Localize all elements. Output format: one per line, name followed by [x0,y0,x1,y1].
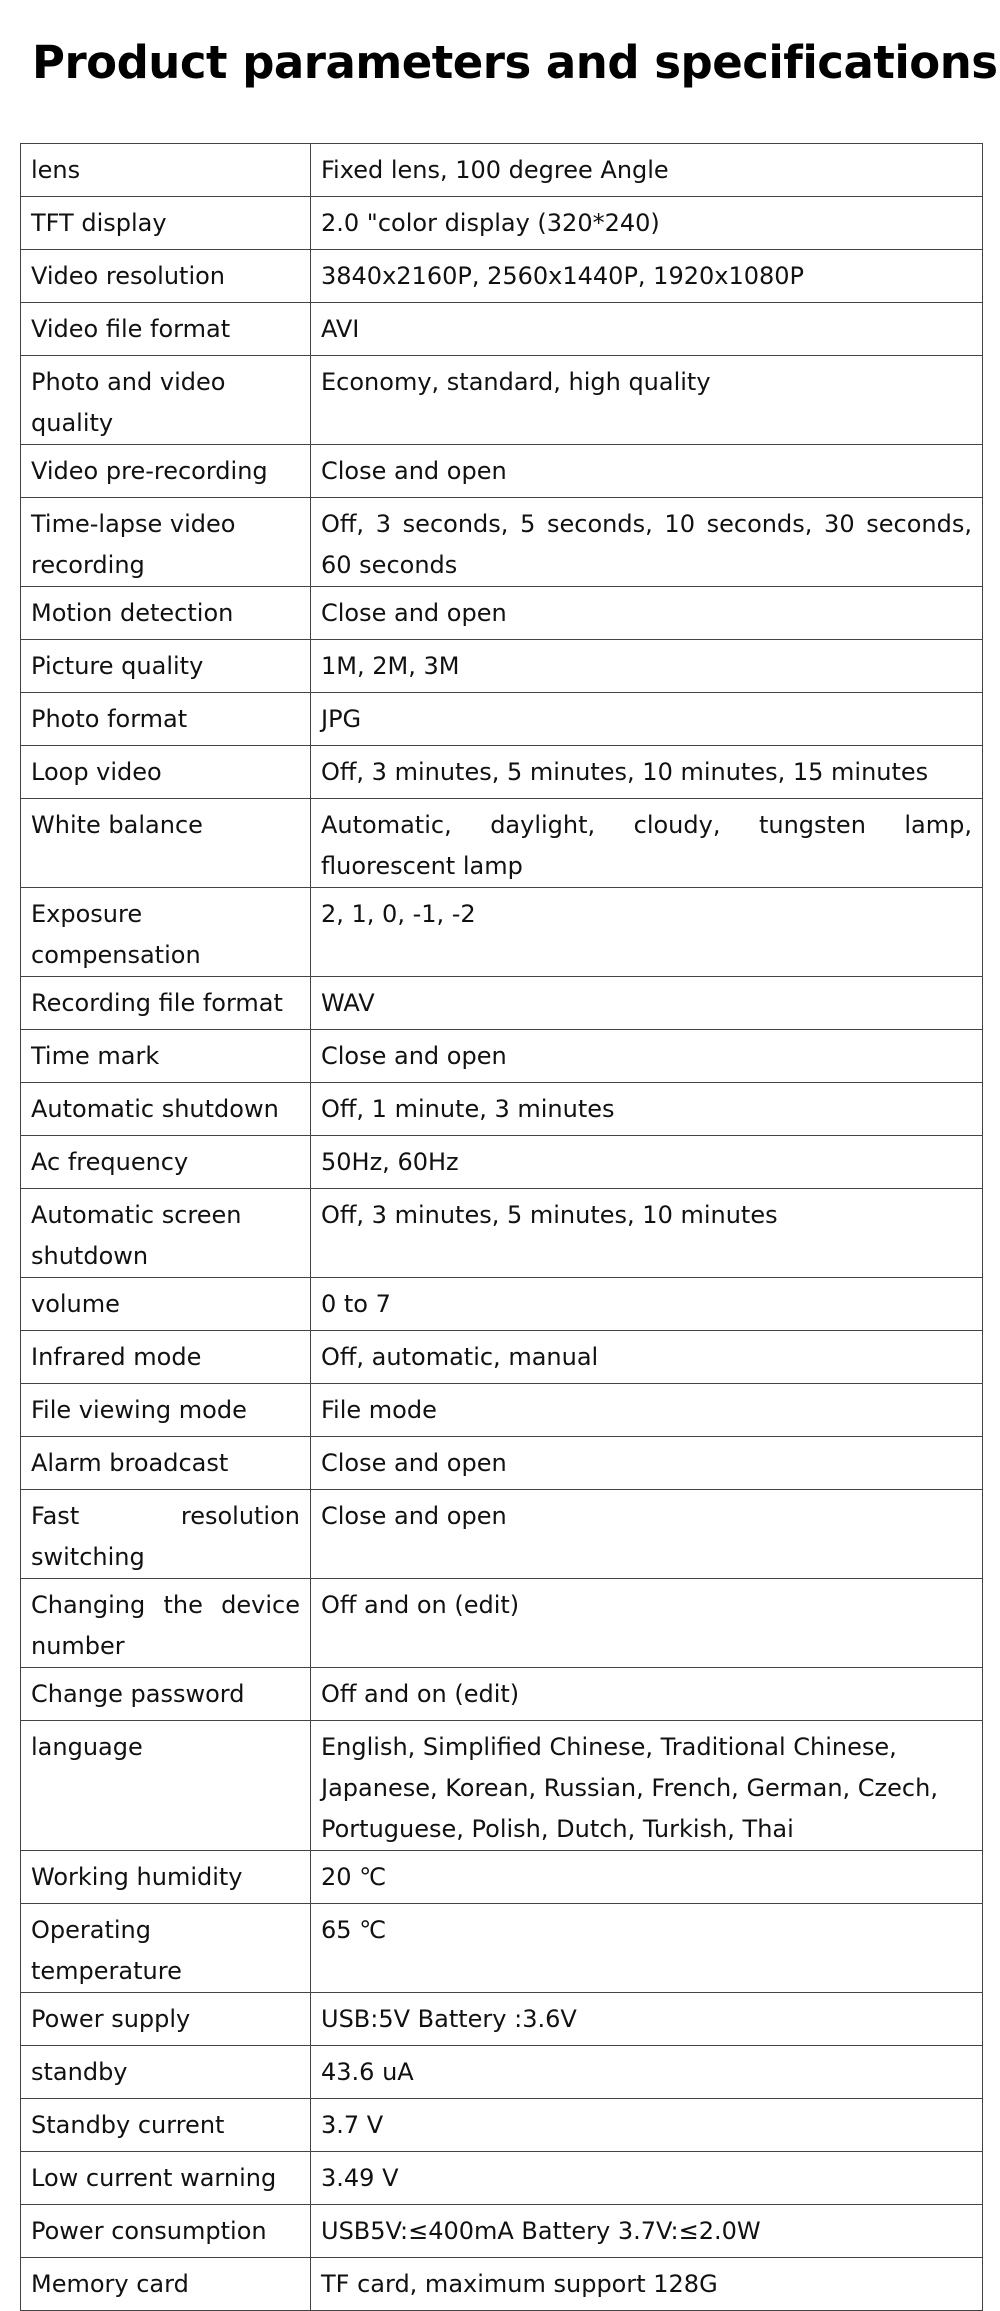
spec-value: Close and open [311,445,983,498]
table-row [21,2046,983,2099]
table-row [21,1993,983,2046]
spec-value: 50Hz, 60Hz [311,1136,983,1189]
table-row [21,1579,983,1668]
spec-label: Fast resolution switching [21,1490,311,1579]
spec-label: Memory card [21,2258,311,2311]
table-row [21,356,983,445]
spec-label: Time-lapse video recording [21,498,311,587]
spec-value: Close and open [311,587,983,640]
spec-value: Economy, standard, high quality [311,356,983,445]
spec-label: Time mark [21,1030,311,1083]
table-row [21,1278,983,1331]
spec-label: lens [21,144,311,197]
spec-value: JPG [311,693,983,746]
table-row [21,1030,983,1083]
spec-label: Loop video [21,746,311,799]
spec-value: 3840x2160P, 2560x1440P, 1920x1080P [311,250,983,303]
table-row [21,1437,983,1490]
table-row [21,888,983,977]
spec-label: TFT display [21,197,311,250]
table-row [21,498,983,587]
spec-value: Off and on (edit) [311,1668,983,1721]
spec-value: Off, automatic, manual [311,1331,983,1384]
table-row [21,144,983,197]
spec-label: Recording file format [21,977,311,1030]
spec-value: 2.0 "color display (320*240) [311,197,983,250]
table-row [21,1904,983,1993]
table-row [21,303,983,356]
spec-label: Ac frequency [21,1136,311,1189]
spec-label: Change password [21,1668,311,1721]
spec-value: 2, 1, 0, -1, -2 [311,888,983,977]
spec-label: Operating temperature [21,1904,311,1993]
table-row [21,799,983,888]
spec-value: 3.7 V [311,2099,983,2152]
spec-value: 3.49 V [311,2152,983,2205]
spec-value: Close and open [311,1437,983,1490]
spec-value: 43.6 uA [311,2046,983,2099]
spec-label: Automatic screen shutdown [21,1189,311,1278]
spec-value: Off, 1 minute, 3 minutes [311,1083,983,1136]
spec-label: Standby current [21,2099,311,2152]
table-row [21,2205,983,2258]
spec-label: Exposure compensation [21,888,311,977]
spec-label: Power consumption [21,2205,311,2258]
spec-label: Video pre-recording [21,445,311,498]
table-row [21,2099,983,2152]
spec-value: Fixed lens, 100 degree Angle [311,144,983,197]
table-row [21,1668,983,1721]
table-row [21,693,983,746]
spec-label: Power supply [21,1993,311,2046]
spec-label: Motion detection [21,587,311,640]
spec-value: 20 ℃ [311,1851,983,1904]
table-row [21,640,983,693]
spec-label: Photo and video quality [21,356,311,445]
spec-label: File viewing mode [21,1384,311,1437]
table-row [21,746,983,799]
spec-value: 65 ℃ [311,1904,983,1993]
table-row [21,587,983,640]
spec-value: Off and on (edit) [311,1579,983,1668]
table-row [21,197,983,250]
spec-label: Picture quality [21,640,311,693]
spec-label: Working humidity [21,1851,311,1904]
spec-label: Alarm broadcast [21,1437,311,1490]
spec-label: standby [21,2046,311,2099]
spec-label: Video resolution [21,250,311,303]
table-row [21,1851,983,1904]
spec-value: Off, 3 minutes, 5 minutes, 10 minutes [311,1189,983,1278]
spec-value: File mode [311,1384,983,1437]
table-row [21,1083,983,1136]
table-row [21,2258,983,2311]
table-row [21,1331,983,1384]
spec-value: 0 to 7 [311,1278,983,1331]
spec-label: Automatic shutdown [21,1083,311,1136]
table-row [21,1490,983,1579]
spec-table [20,143,983,2311]
table-row [21,1136,983,1189]
spec-value: WAV [311,977,983,1030]
table-row [21,1384,983,1437]
table-row [21,977,983,1030]
spec-label: Video file format [21,303,311,356]
spec-value: English, Simplified Chinese, Traditional Chinese, Japanese, Korean, Russian, French, German, Czech, Portuguese, Polish, Dutch, Turkish, Thai [311,1721,983,1851]
table-row [21,1189,983,1278]
spec-value: TF card, maximum support 128G [311,2258,983,2311]
table-row [21,2152,983,2205]
spec-value: 1M, 2M, 3M [311,640,983,693]
table-row [21,1721,983,1851]
spec-value: Close and open [311,1490,983,1579]
spec-value: USB:5V Battery :3.6V [311,1993,983,2046]
spec-value: Off, 3 minutes, 5 minutes, 10 minutes, 15 minutes [311,746,983,799]
spec-label: volume [21,1278,311,1331]
spec-value: Off, 3 seconds, 5 seconds, 10 seconds, 30 seconds, 60 seconds [311,498,983,587]
page-title: Product parameters and specifications [32,36,998,89]
table-row [21,250,983,303]
spec-label: White balance [21,799,311,888]
spec-value: USB5V:≤400mA Battery 3.7V:≤2.0W [311,2205,983,2258]
spec-label: Infrared mode [21,1331,311,1384]
spec-label: Photo format [21,693,311,746]
spec-value: Automatic, daylight, cloudy, tungsten lamp, fluorescent lamp [311,799,983,888]
spec-label: Low current warning [21,2152,311,2205]
spec-value: Close and open [311,1030,983,1083]
spec-value: AVI [311,303,983,356]
spec-label: Changing the device number [21,1579,311,1668]
table-row [21,445,983,498]
spec-label: language [21,1721,311,1851]
